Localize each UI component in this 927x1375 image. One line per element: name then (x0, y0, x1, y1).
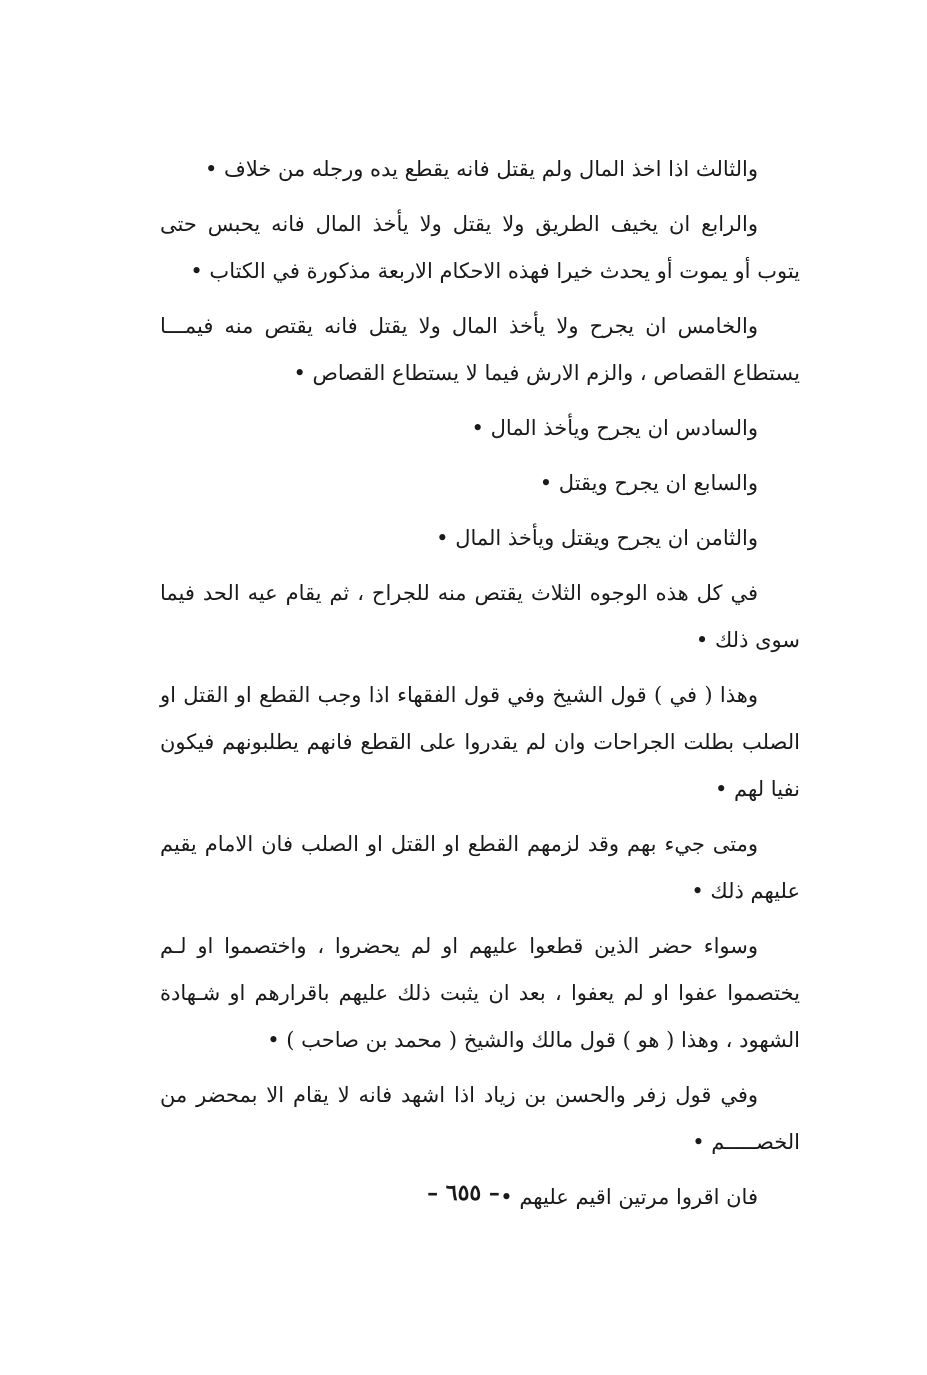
paragraph-12: فان اقروا مرتين اقيم عليهم • (500, 1185, 758, 1209)
paragraph-3: والخامس ان يجرح ولا يأخذ المال ولا يقتل فانه يقتص منه فيمـــا يستطاع القصاص ، والزم الارش فيما لا يستطاع القصاص • (160, 314, 800, 385)
paragraph-1: والثالث اذا اخذ المال ولم يقتل فانه يقطع يده ورجله من خلاف • (204, 157, 758, 181)
paragraph-7: في كل هذه الوجوه الثلاث يقتص منه للجراح ، ثم يقام عيه الحد فيما سوى ذلك • (160, 581, 800, 652)
paragraph-4: والسادس ان يجرح ويأخذ المال • (471, 416, 758, 440)
paragraph-5: والسابع ان يجرح ويقتل • (539, 471, 758, 495)
paragraph-6: والثامن ان يجرح ويقتل ويأخذ المال • (436, 526, 758, 550)
document-body (160, 146, 800, 1229)
paragraph-10: وسواء حضر الذين قطعوا عليهم او لم يحضروا ، واختصموا او لـم يختصموا عفوا او لم يعفوا ، بعد ان يثبت ذلك عليهم باقرارهم او شـهادة الشهود ، وهذا ( هو ) قول مالك والشيخ ( محمد بن صاحب ) • (160, 934, 800, 1052)
paragraph-8: وهذا ( في ) قول الشيخ وفي قول الفقهاء اذا وجب القطع او القتل او الصلب بطلت الجراحات وان لم يقدروا على القطع فانهم يطلبونهم فيكون نفيا لهم • (160, 683, 800, 801)
page-number: – ٦٥٥ – (427, 1180, 500, 1206)
paragraph-2: والرابع ان يخيف الطريق ولا يقتل ولا يأخذ المال فانه يحبس حتى يتوب أو يموت أو يحدث خيرا فهذه الاحكام الاربعة مذكورة في الكتاب • (160, 212, 800, 283)
paragraph-9: ومتى جيء بهم وقد لزمهم القطع او القتل او الصلب فان الامام يقيم عليهم ذلك • (160, 832, 800, 903)
paragraph-11: وفي قول زفر والحسن بن زياد اذا اشهد فانه لا يقام الا بمحضر من الخصـــــم • (160, 1083, 800, 1154)
